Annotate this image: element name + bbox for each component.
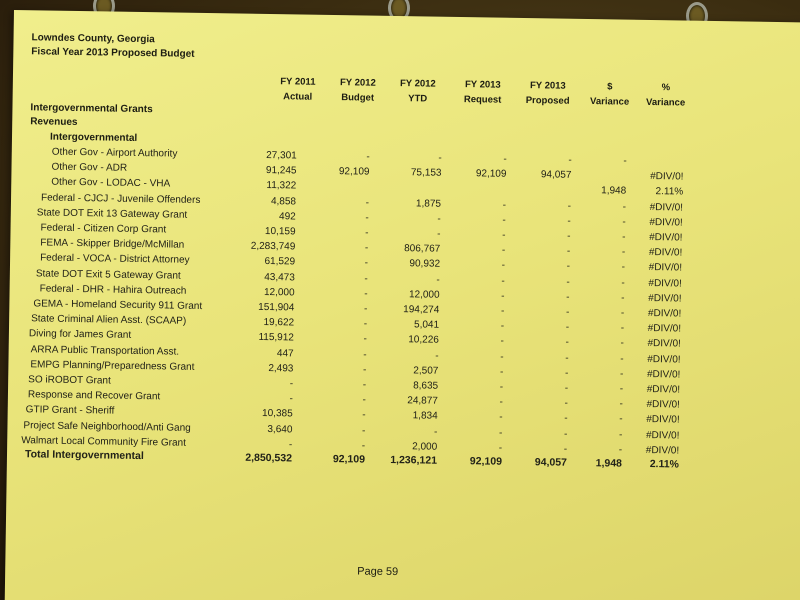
cell-7: #DIV/0! bbox=[646, 368, 681, 381]
doc-title: Fiscal Year 2013 Proposed Budget bbox=[31, 46, 195, 60]
cell-5: - bbox=[566, 291, 570, 303]
cell-3: 2,507 bbox=[413, 365, 439, 377]
row-label: ARRA Public Transportation Asst. bbox=[30, 343, 180, 358]
cell-1: 115,912 bbox=[258, 332, 294, 344]
cell-1: 91,245 bbox=[265, 165, 297, 177]
column-header-line1: FY 2013 bbox=[464, 79, 501, 91]
cell-4: - bbox=[500, 351, 504, 363]
cell-1: 4,858 bbox=[270, 195, 297, 208]
cell-5: - bbox=[564, 382, 569, 394]
cell-7: #DIV/0! bbox=[647, 338, 681, 350]
cell-6: - bbox=[622, 201, 627, 213]
cell-4: 92,109 bbox=[469, 455, 503, 468]
cell-7: #DIV/0! bbox=[647, 323, 682, 335]
cell-2: - bbox=[364, 273, 368, 285]
cell-1: - bbox=[289, 378, 294, 390]
cell-5: - bbox=[566, 276, 570, 288]
row-label: GTIP Grant - Sheriff bbox=[25, 404, 115, 418]
cell-1: 2,493 bbox=[268, 362, 294, 375]
cell-4: - bbox=[500, 305, 505, 317]
cell-6: - bbox=[620, 353, 624, 365]
cell-3: 10,226 bbox=[408, 334, 439, 347]
cell-3: 5,041 bbox=[413, 319, 440, 331]
cell-4: - bbox=[498, 427, 503, 439]
cell-7: 2.11% bbox=[649, 458, 680, 471]
column-header-line1: FY 2012 bbox=[339, 77, 376, 89]
row-label: State DOT Exit 13 Gateway Grant bbox=[36, 207, 188, 221]
cell-1: 10,385 bbox=[262, 408, 293, 420]
cell-3: 194,274 bbox=[403, 304, 440, 316]
cell-4: - bbox=[503, 153, 507, 165]
cell-7: 2.11% bbox=[655, 186, 684, 198]
cell-1: 43,473 bbox=[264, 271, 295, 284]
cell-7: #DIV/0! bbox=[646, 399, 680, 411]
cell-1: 12,000 bbox=[263, 286, 295, 299]
row-label: Federal - CJCJ - Juvenile Offenders bbox=[40, 192, 201, 206]
cell-6: - bbox=[621, 292, 625, 304]
cell-2: - bbox=[362, 379, 367, 391]
cell-3: 24,877 bbox=[407, 395, 438, 407]
cell-7: #DIV/0! bbox=[648, 247, 683, 259]
row-label: Other Gov - Airport Authority bbox=[51, 146, 178, 160]
cell-2: - bbox=[363, 303, 368, 315]
cell-4: 92,109 bbox=[475, 168, 507, 180]
row-label: FEMA - Skipper Bridge/McMillan bbox=[40, 237, 185, 251]
cell-6: - bbox=[621, 277, 625, 289]
cell-4: - bbox=[500, 320, 505, 332]
cell-3 bbox=[361, 182, 441, 183]
cell-2: - bbox=[362, 394, 366, 406]
column-header-line2: YTD bbox=[408, 93, 428, 105]
cell-2: - bbox=[362, 409, 366, 421]
cell-6: - bbox=[619, 368, 624, 380]
cell-6: - bbox=[619, 383, 624, 395]
cell-4: - bbox=[502, 199, 507, 211]
cell-3: 2,000 bbox=[412, 441, 438, 453]
group-title: Intergovernmental bbox=[49, 131, 138, 144]
row-label: Total Intergovernmental bbox=[24, 448, 144, 463]
cell-5: - bbox=[566, 261, 571, 273]
cell-2: - bbox=[363, 333, 367, 345]
cell-3: - bbox=[437, 213, 441, 225]
row-label: SO iROBOT Grant bbox=[28, 374, 111, 387]
cell-3: 8,635 bbox=[413, 380, 439, 392]
cell-5: - bbox=[565, 321, 570, 333]
cell-5: - bbox=[564, 397, 568, 409]
cell-7: #DIV/0! bbox=[645, 429, 680, 442]
row-label: Federal - Citizen Corp Grant bbox=[40, 222, 167, 236]
cell-2: - bbox=[365, 227, 369, 239]
cell-1: 3,640 bbox=[267, 423, 293, 436]
cell-7: #DIV/0! bbox=[648, 262, 683, 274]
column-header-line2: Proposed bbox=[525, 95, 570, 107]
cell-1: 151,904 bbox=[258, 301, 295, 314]
cell-4: - bbox=[499, 412, 503, 424]
cell-7: #DIV/0! bbox=[649, 232, 683, 244]
cell-6: - bbox=[623, 155, 627, 167]
column-header-line2: Request bbox=[463, 94, 502, 106]
cell-1: 2,283,749 bbox=[250, 240, 296, 253]
cell-3: 75,153 bbox=[410, 167, 442, 179]
cell-1: 27,301 bbox=[266, 149, 297, 162]
cell-3: 806,767 bbox=[404, 243, 441, 255]
cell-3: 1,236,121 bbox=[390, 453, 438, 467]
column-header-line1: % bbox=[661, 82, 671, 94]
subsection-title: Revenues bbox=[30, 116, 78, 129]
cell-3: - bbox=[436, 274, 440, 286]
cell-1: 11,322 bbox=[266, 180, 297, 192]
cell-5: - bbox=[564, 413, 568, 425]
cell-2: - bbox=[363, 318, 368, 330]
cell-4: - bbox=[501, 275, 505, 287]
row-label: Federal - DHR - Hahira Outreach bbox=[39, 283, 187, 297]
cell-4: - bbox=[499, 366, 504, 378]
row-label: Other Gov - LODAC - VHA bbox=[51, 176, 171, 190]
row-label: Walmart Local Community Fire Grant bbox=[21, 434, 186, 449]
cell-4: - bbox=[501, 290, 505, 302]
cell-1: 61,529 bbox=[264, 256, 296, 268]
cell-2: - bbox=[366, 151, 370, 163]
cell-6: - bbox=[620, 307, 625, 319]
cell-7: #DIV/0! bbox=[650, 171, 684, 183]
cell-5: - bbox=[563, 428, 568, 440]
cell-1: - bbox=[288, 439, 293, 451]
row-label: Response and Recover Grant bbox=[27, 389, 161, 403]
column-header-line2: Budget bbox=[341, 92, 375, 104]
cell-2: - bbox=[363, 349, 367, 361]
row-label: Diving for James Grant bbox=[28, 328, 132, 342]
page-number: Page 59 bbox=[357, 565, 399, 579]
column-header-line1: FY 2012 bbox=[399, 78, 436, 90]
cell-6: - bbox=[620, 337, 624, 350]
cell-2: 92,109 bbox=[338, 166, 370, 178]
cell-4: - bbox=[502, 229, 506, 241]
cell-6: - bbox=[619, 398, 623, 410]
cell-5: 94,057 bbox=[540, 169, 572, 181]
cell-5: - bbox=[567, 215, 571, 227]
cell-4 bbox=[426, 183, 506, 184]
cell-3: - bbox=[437, 228, 441, 240]
cell-1: - bbox=[289, 393, 294, 405]
cell-6: - bbox=[619, 413, 623, 426]
row-label: Project Safe Neighborhood/Anti Gang bbox=[23, 419, 191, 434]
column-header-line1: $ bbox=[607, 81, 613, 93]
cell-3: - bbox=[435, 350, 439, 362]
cell-2 bbox=[289, 181, 369, 182]
column-header-line2: Variance bbox=[589, 96, 630, 108]
cell-5: 94,057 bbox=[534, 456, 568, 469]
cell-3: 1,875 bbox=[415, 197, 442, 210]
cell-2: - bbox=[364, 242, 369, 254]
cell-7: #DIV/0! bbox=[646, 414, 680, 426]
cell-5: - bbox=[563, 443, 568, 455]
row-label: Federal - VOCA - District Attorney bbox=[40, 252, 190, 267]
cell-5: - bbox=[567, 200, 572, 212]
cell-6: - bbox=[621, 246, 626, 258]
cell-1: 10,159 bbox=[264, 225, 296, 238]
cell-3: - bbox=[433, 426, 438, 438]
column-header-line2: Variance bbox=[645, 96, 686, 109]
cell-6: - bbox=[618, 429, 623, 441]
cell-1: 2,850,532 bbox=[245, 451, 293, 465]
cell-6: 1,948 bbox=[595, 457, 623, 470]
cell-2: - bbox=[364, 288, 368, 300]
cell-7: #DIV/0! bbox=[648, 277, 682, 290]
cell-4: - bbox=[499, 381, 504, 393]
cell-5: - bbox=[567, 230, 571, 242]
section-title: Intergovernmental Grants bbox=[30, 102, 153, 116]
cell-4: - bbox=[498, 442, 503, 454]
cell-6: - bbox=[622, 231, 626, 243]
cell-5: - bbox=[565, 306, 570, 318]
cell-2: - bbox=[362, 364, 367, 376]
row-label: GEMA - Homeland Security 911 Grant bbox=[33, 298, 203, 312]
cell-6: - bbox=[621, 261, 626, 274]
org-name: Lowndes County, Georgia bbox=[31, 32, 155, 46]
cell-4: - bbox=[502, 214, 506, 226]
cell-7: #DIV/0! bbox=[647, 307, 682, 320]
row-label: EMPG Planning/Preparedness Grant bbox=[30, 359, 195, 373]
row-label: Other Gov - ADR bbox=[51, 161, 128, 174]
cell-3: 90,932 bbox=[409, 258, 441, 271]
cell-3: - bbox=[438, 152, 442, 164]
cell-2: - bbox=[362, 425, 366, 437]
cell-5: - bbox=[568, 154, 572, 166]
cell-7: #DIV/0! bbox=[647, 353, 681, 366]
cell-2: - bbox=[361, 440, 366, 452]
cell-6: - bbox=[618, 444, 623, 456]
row-label: State DOT Exit 5 Gateway Grant bbox=[35, 267, 181, 282]
budget-page bbox=[5, 10, 800, 600]
cell-1: 447 bbox=[276, 347, 294, 360]
cell-2: - bbox=[365, 197, 370, 209]
cell-6: 1,948 bbox=[601, 185, 627, 198]
cell-2: - bbox=[364, 257, 369, 269]
cell-3: 1,834 bbox=[412, 410, 438, 423]
cell-1: 19,622 bbox=[263, 317, 295, 329]
column-header-line2: Actual bbox=[283, 91, 313, 103]
cell-2: - bbox=[365, 212, 369, 224]
cell-7: #DIV/0! bbox=[649, 201, 684, 214]
column-header-line1: FY 2011 bbox=[280, 76, 316, 88]
column-header-line1: FY 2013 bbox=[529, 80, 566, 92]
cell-5: - bbox=[566, 245, 571, 257]
cell-3: 12,000 bbox=[408, 289, 440, 301]
cell-1: 492 bbox=[279, 210, 296, 223]
cell-5: - bbox=[565, 352, 569, 364]
cell-4: - bbox=[501, 260, 506, 272]
cell-7: #DIV/0! bbox=[648, 292, 682, 305]
cell-2: 92,109 bbox=[332, 453, 366, 466]
cell-7: #DIV/0! bbox=[649, 216, 683, 229]
cell-4: - bbox=[499, 396, 503, 408]
cell-5: - bbox=[564, 367, 569, 379]
cell-6: - bbox=[620, 322, 625, 334]
row-label: State Criminal Alien Asst. (SCAAP) bbox=[31, 313, 187, 327]
cell-4: - bbox=[501, 244, 506, 256]
cell-7: #DIV/0! bbox=[646, 383, 681, 396]
cell-5: - bbox=[565, 337, 569, 349]
cell-6: - bbox=[622, 216, 626, 228]
cell-4: - bbox=[500, 336, 504, 348]
cell-7: #DIV/0! bbox=[645, 444, 680, 457]
